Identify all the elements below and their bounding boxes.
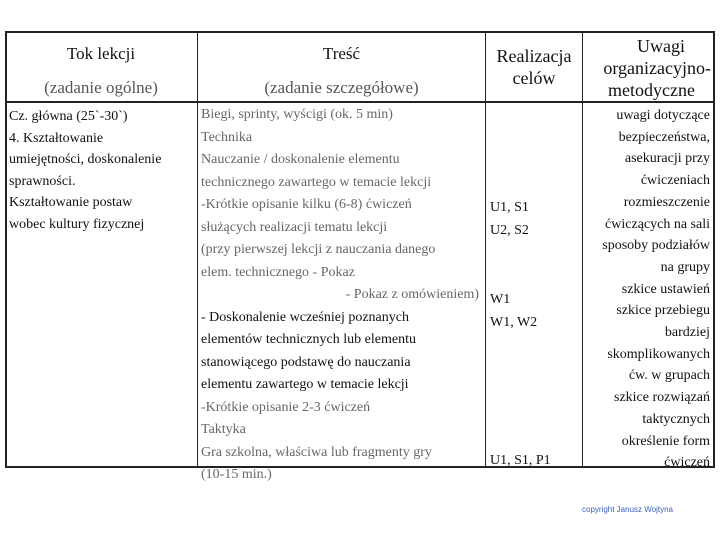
header-realizacja-line2: celów <box>512 68 556 88</box>
tresc-line: stanowiącego podstawę do nauczania <box>201 354 411 370</box>
tok-line: Cz. główna (25`-30`) <box>9 109 128 124</box>
uwagi-line: szkice przebiegu <box>616 303 710 319</box>
tok-line: wobec kultury fizycznej <box>9 216 145 232</box>
tresc-line: elem. technicznego - Pokaz <box>201 264 355 280</box>
header-uwagi-line3: metodyczne <box>608 80 695 100</box>
header-tok-lekcji <box>5 43 197 99</box>
uwagi-line: szkice ustawień <box>621 281 710 297</box>
header-divider <box>5 101 715 103</box>
uwagi-line: szkice rozwiązań <box>614 390 710 406</box>
tresc-line: elementu zawartego w temacie lekcji <box>201 377 409 392</box>
header-tok-title: Tok lekcji <box>66 44 136 63</box>
tok-lekcji-cell <box>9 106 161 235</box>
uwagi-line: ćw. w grupach <box>628 368 710 384</box>
uwagi-line: ćwiczeń <box>664 455 710 471</box>
realizacja-u1s1p1: U1, S1, P1 <box>490 453 551 468</box>
tresc-line: elementów technicznych lub elementu <box>201 332 416 347</box>
uwagi-cell <box>602 105 710 474</box>
tresc-line: Taktyka <box>201 422 246 437</box>
tresc-line: Biegi, sprinty, wyścigi (ok. 5 min) <box>201 107 393 122</box>
header-tresc-title: Treść <box>322 44 361 63</box>
uwagi-line: określenie form <box>621 433 710 449</box>
uwagi-line: asekuracji przy <box>624 151 710 167</box>
header-uwagi-line2: organizacyjno- <box>603 58 711 78</box>
header-tresc <box>198 43 485 99</box>
tresc-line: (10-15 min.) <box>201 467 272 482</box>
tok-line: sprawności. <box>9 173 76 189</box>
tresc-line: Technika <box>201 129 253 145</box>
uwagi-line: ćwiczących na sali <box>605 216 710 232</box>
uwagi-line: taktycznych <box>642 411 710 427</box>
header-uwagi-line1: Uwagi <box>637 36 685 56</box>
copyright-text: copyright Janusz Wojtyna <box>582 505 674 514</box>
uwagi-line: bezpieczeństwa, <box>618 129 710 145</box>
realizacja-u1s1: U1, S1 <box>490 200 529 215</box>
uwagi-line: sposoby podziałów <box>602 238 710 254</box>
uwagi-line: skomplikowanych <box>607 346 710 362</box>
header-realizacja-line1: Realizacja <box>496 46 572 66</box>
tresc-line: (przy pierwszej lekcji z nauczania danego <box>201 242 436 257</box>
tok-line: umiejętności, doskonalenie <box>9 152 162 167</box>
tresc-line: służących realizacji tematu lekcji <box>201 219 388 235</box>
column-divider-2 <box>485 31 486 468</box>
header-tok-subtitle: (zadanie ogólne) <box>44 78 158 97</box>
tok-line: 4. Kształtowanie <box>9 130 104 146</box>
header-uwagi <box>583 35 715 101</box>
tok-line: Kształtowanie postaw <box>9 195 133 210</box>
tresc-line: Gra szkolna, właściwa lub fragmenty gry <box>201 444 432 460</box>
uwagi-line: na grupy <box>660 259 710 275</box>
tresc-line: Nauczanie / doskonalenie elementu <box>201 152 400 167</box>
tresc-line: - Doskonalenie wcześniej poznanych <box>201 309 409 325</box>
tresc-line: - Pokaz z omówieniem) <box>345 287 479 302</box>
tresc-cell <box>201 104 479 487</box>
realizacja-w1w2: W1, W2 <box>490 315 538 330</box>
header-tresc-subtitle: (zadanie szczegółowe) <box>264 78 419 97</box>
tresc-line: technicznego zawartego w temacie lekcji <box>201 174 432 190</box>
uwagi-line: bardziej <box>664 325 710 341</box>
realizacja-w1: W1 <box>490 292 511 307</box>
header-realizacja <box>486 45 582 89</box>
uwagi-line: uwagi dotyczące <box>616 108 710 123</box>
realizacja-u2s2: U2, S2 <box>490 223 529 238</box>
uwagi-line: ćwiczeniach <box>640 173 710 189</box>
tresc-line: -Krótkie opisanie 2-3 ćwiczeń <box>201 399 371 415</box>
uwagi-line: rozmieszczenie <box>623 194 710 210</box>
tresc-line: -Krótkie opisanie kilku (6-8) ćwiczeń <box>201 197 412 212</box>
